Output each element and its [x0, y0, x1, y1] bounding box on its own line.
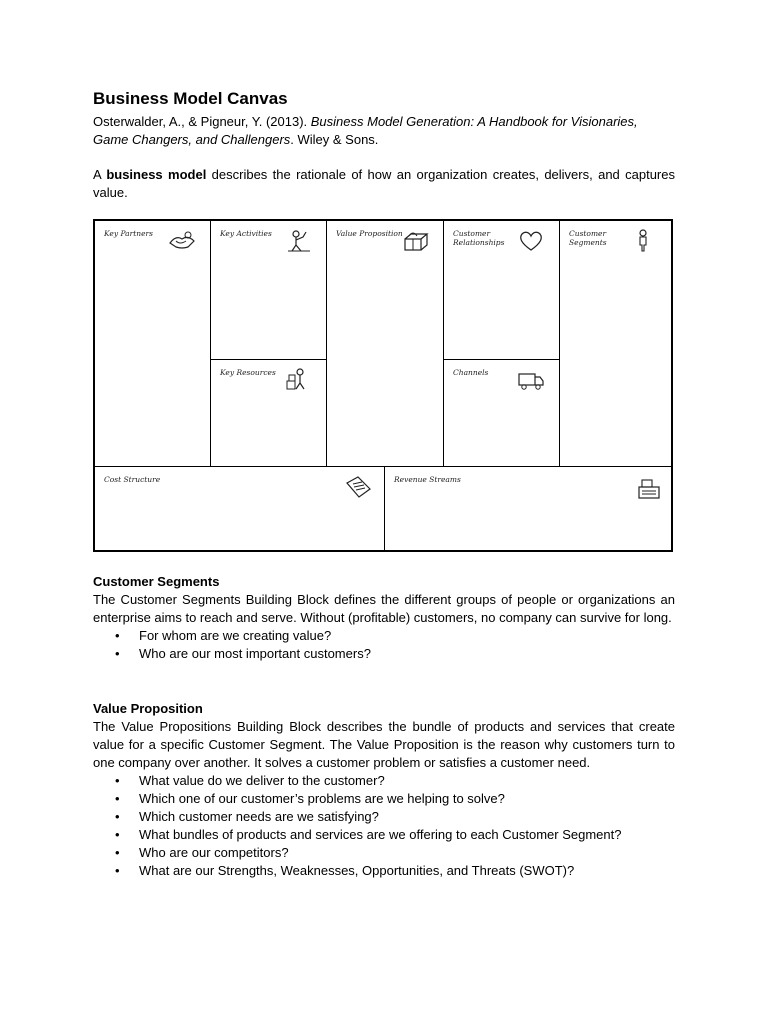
document-header [93, 88, 675, 202]
bullet: • [115, 628, 120, 643]
gift-icon [401, 229, 429, 253]
list-item-text: Who are our competitors? [139, 845, 289, 860]
intro-lead: A [93, 167, 107, 182]
value-proposition-heading: Value Proposition [93, 701, 203, 716]
key-partners-label: Key Partners [104, 229, 153, 238]
bullet: • [115, 646, 120, 661]
customer-segments-body: The Customer Segments Building Block defines the different groups of people or organizations an enterprise aims to reach and serve. Without (profitable) customers, no company can survive for long. [93, 592, 675, 625]
list-item-text: What value do we deliver to the customer? [139, 773, 385, 788]
list-item [93, 826, 675, 844]
bullet: • [115, 773, 120, 788]
block-key-partners [95, 221, 211, 467]
worker-with-boxes-icon [284, 368, 312, 392]
block-channels [444, 360, 560, 467]
cost-structure-label: Cost Structure [104, 475, 161, 484]
block-customer-relationships [444, 221, 560, 360]
key-activities-label: Key Activities [220, 229, 272, 238]
bullet: • [115, 791, 120, 806]
price-tag-icon [344, 475, 372, 499]
citation [93, 113, 675, 149]
intro-paragraph [93, 166, 675, 202]
list-item [93, 844, 675, 862]
block-revenue-streams [385, 467, 671, 552]
list-item [93, 772, 675, 790]
truck-icon [517, 368, 545, 392]
block-cost-structure [95, 467, 385, 552]
bullet: • [115, 845, 120, 860]
block-key-resources [211, 360, 327, 467]
person-icon [629, 229, 657, 253]
list-item [93, 790, 675, 808]
customer-segments-list [93, 627, 675, 663]
channels-label: Channels [453, 368, 489, 377]
list-item [93, 808, 675, 826]
list-item [93, 862, 675, 880]
bullet: • [115, 809, 120, 824]
list-item-text: For whom are we creating value? [139, 628, 332, 643]
key-resources-label: Key Resources [220, 368, 276, 377]
value-proposition-label: Value Proposition [336, 229, 403, 238]
value-proposition-body: The Value Propositions Building Block describes the bundle of products and services that create value for a specific Customer Segment. The Value Proposition is the reason why customers turn to one company over another. It solves a customer problem or satisfies a customer need. [93, 719, 675, 770]
page-title: Business Model Canvas [93, 89, 288, 108]
customer-relationships-label: Customer Relationships [453, 229, 505, 247]
list-item-text: Who are our most important customers? [139, 646, 371, 661]
handshake-icon [168, 229, 196, 253]
value-proposition-list [93, 772, 675, 880]
list-item [93, 645, 675, 663]
citation-authors: Osterwalder, A., & Pigneur, Y. (2013). [93, 114, 311, 129]
cash-register-icon [635, 477, 663, 501]
block-customer-segments [560, 221, 671, 467]
list-item-text: What bundles of products and services are we offering to each Customer Segment? [139, 827, 622, 842]
list-item-text: What are our Strengths, Weaknesses, Opportunities, and Threats (SWOT)? [139, 863, 575, 878]
customer-segments-label: Customer Segments [569, 229, 607, 247]
customer-segments-heading: Customer Segments [93, 574, 220, 589]
list-item-text: Which one of our customer’s problems are we helping to solve? [139, 791, 505, 806]
worker-icon [284, 229, 312, 253]
revenue-streams-label: Revenue Streams [394, 475, 461, 484]
list-item [93, 627, 675, 645]
citation-book-title: Business Model Generation: A Handbook for Visionaries, Game Changers, and Challengers [93, 114, 638, 147]
bullet: • [115, 827, 120, 842]
bullet: • [115, 863, 120, 878]
block-value-proposition [327, 221, 444, 467]
intro-rest: describes the rationale of how an organization creates, delivers, and captures value. [93, 167, 675, 200]
intro-bold-term: business model [106, 167, 207, 182]
citation-publisher: . Wiley & Sons. [290, 132, 379, 147]
customer-segments-section [93, 573, 675, 663]
list-item-text: Which customer needs are we satisfying? [139, 809, 379, 824]
business-model-canvas [93, 219, 673, 552]
block-key-activities [211, 221, 327, 360]
heart-icon [517, 229, 545, 253]
value-proposition-section [93, 700, 675, 880]
